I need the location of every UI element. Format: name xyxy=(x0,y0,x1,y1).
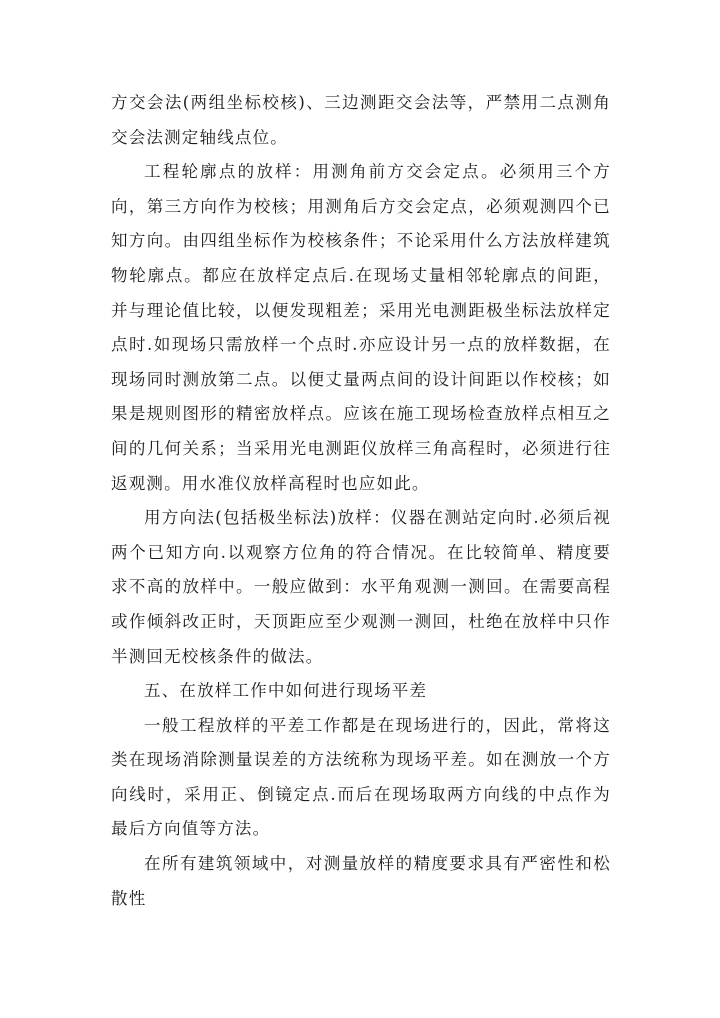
paragraph-direction-method: 用方向法(包括极坐标法)放样：仪器在测站定向时.必须后视两个已知方向.以观察方位角的符合情况。在比较简单、精度要求不高的放样中。一般应做到：水平角观测一测回。在需要高程或作倾斜改正时，天顶距应至少观测一测回，杜绝在放样中只作半测回无校核条件的做法。 xyxy=(111,508,611,666)
paragraph-continuation: 方交会法(两组坐标校核)、三边测距交会法等，严禁用二点测角交会法测定轴线点位。 xyxy=(111,93,611,147)
section-heading: 五、在放样工作中如何进行现场平差 xyxy=(144,681,428,701)
document-body xyxy=(111,86,611,916)
paragraph-field-adjustment: 一般工程放样的平差工作都是在现场进行的，因此，常将这类在现场消除测量误差的方法统称为现场平差。如在测放一个方向线时，采用正、倒镜定点.而后在现场取两方向线的中点作为最后方向值等方法。 xyxy=(111,715,611,839)
paragraph-outline-point-setout: 工程轮廓点的放样：用测角前方交会定点。必须用三个方向，第三方向作为校核；用测角后方交会定点，必须观测四个已知方向。由四组坐标作为校核条件；不论采用什么方法放样建筑物轮廓点。都应在放样定点后.在现场丈量相邻轮廓点的间距，并与理论值比较，以便发现粗差；采用光电测距极坐标法放样定点时.如现场只需放样一个点时.亦应设计另一点的放样数据，在现场同时测放第二点。以便丈量两点间的设计间距以作校核；如果是规则图形的精密放样点。应该在施工现场检查放样点相互之间的几何关系；当采用光电测距仪放样三角高程时，必须进行往返观测。用水准仪放样高程时也应如此。 xyxy=(111,162,611,493)
paragraph-precision: 在所有建筑领域中，对测量放样的精度要求具有严密性和松散性 xyxy=(111,854,611,908)
